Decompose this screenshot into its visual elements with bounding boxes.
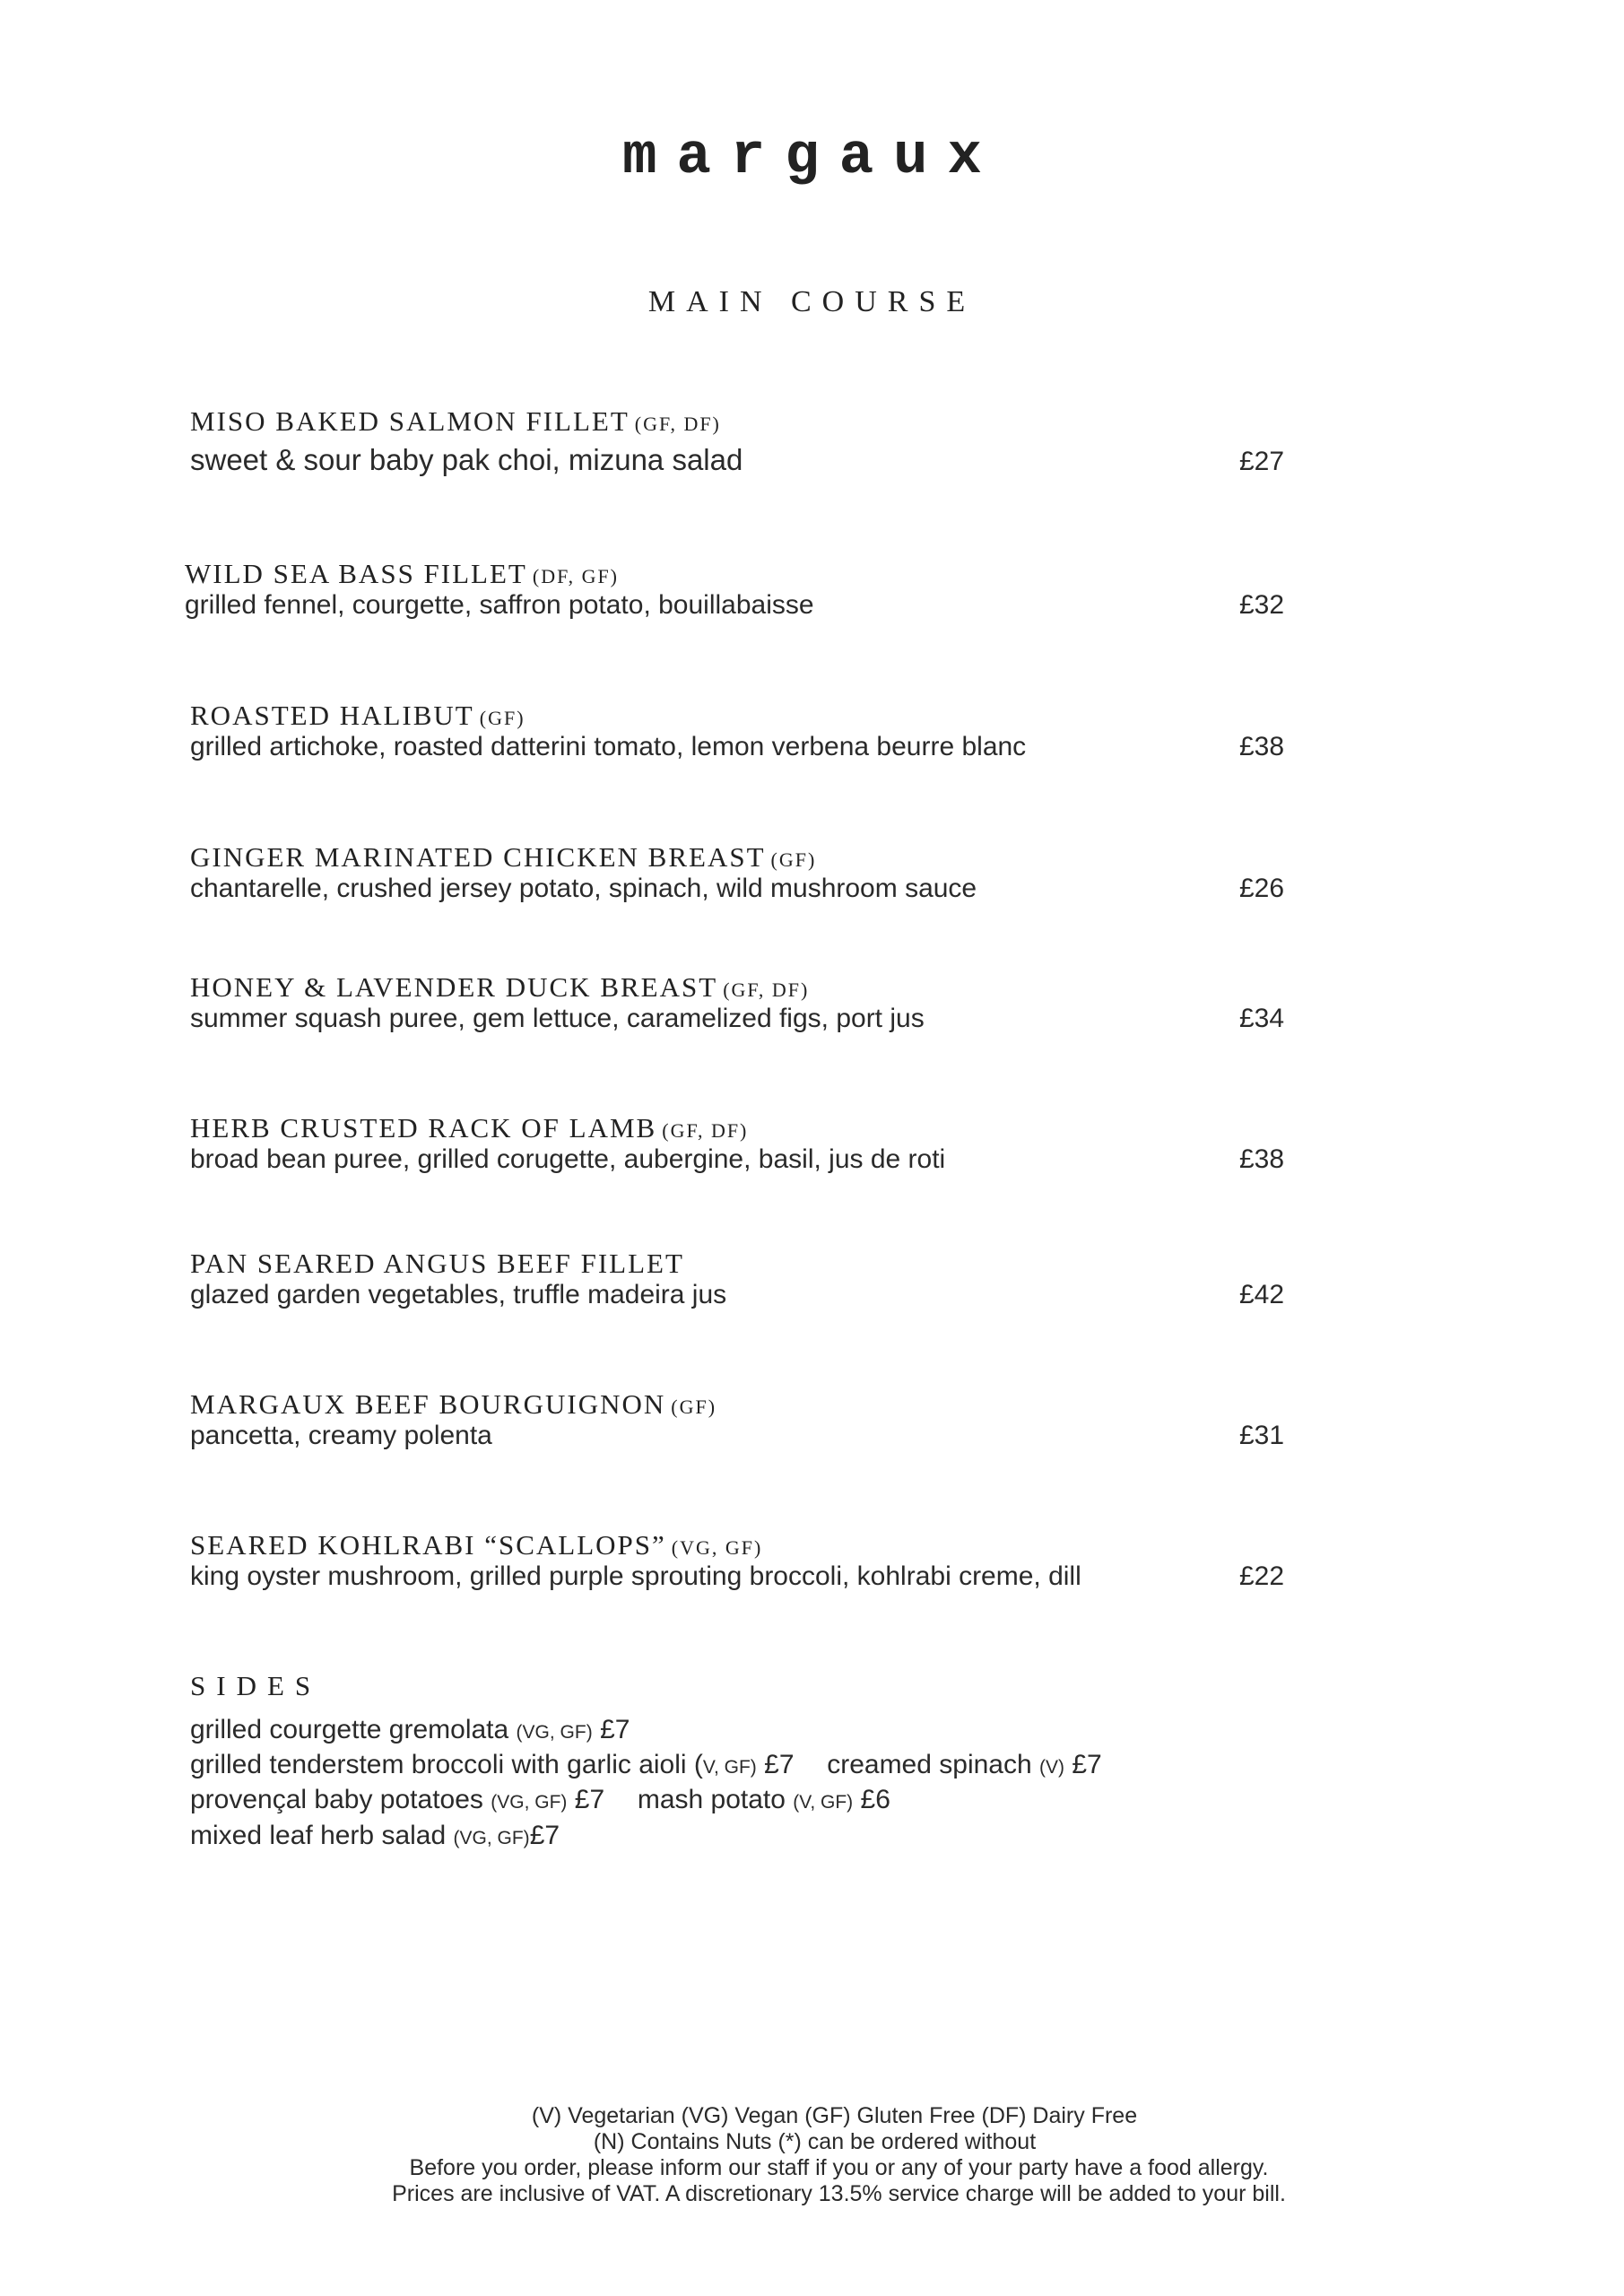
dish-name-text: WILD SEA BASS FILLET	[185, 558, 527, 589]
dietary-tags: (GF, DF)	[634, 413, 721, 435]
nuts-notice: (N) Contains Nuts (*) can be ordered without	[593, 2129, 1037, 2154]
dish-name-text: MARGAUX BEEF BOURGUIGNON	[190, 1388, 666, 1420]
side-name: creamed spinach	[827, 1750, 1032, 1779]
dish-name	[190, 405, 721, 438]
dietary-tags: (V)	[1039, 1757, 1065, 1778]
dish-name-text: MISO BAKED SALMON FILLET	[190, 405, 630, 437]
sides-line	[190, 1750, 1102, 1780]
dietary-tags: (GF, DF)	[723, 978, 810, 1001]
dish-price: £42	[1239, 1280, 1285, 1309]
sides-title: SIDES	[190, 1670, 322, 1701]
dish-price: £27	[1239, 447, 1285, 476]
allergy-notice: Before you order, please inform our staff if you or any of your party have a food allergy.	[409, 2155, 1269, 2180]
dietary-tags: (VG, GF)	[453, 1828, 530, 1848]
side-price: £7	[1072, 1750, 1102, 1779]
restaurant-logo: margaux	[622, 126, 1002, 190]
dietary-tags: (DF, GF)	[532, 565, 620, 587]
dish-description: king oyster mushroom, grilled purple sprouting broccoli, kohlrabi creme, dill	[190, 1561, 1081, 1591]
dish-price: £31	[1239, 1421, 1285, 1450]
dish-description: grilled fennel, courgette, saffron potato, bouillabaisse	[185, 590, 814, 620]
dish-name	[190, 1112, 748, 1144]
side-price: £7	[764, 1750, 795, 1779]
side-name: mash potato	[637, 1785, 786, 1814]
side-price: £7	[574, 1785, 605, 1814]
dish-description: pancetta, creamy polenta	[190, 1421, 492, 1450]
side-price: £7	[529, 1821, 560, 1850]
dish-name	[185, 558, 619, 590]
dietary-tags: (GF)	[479, 707, 525, 729]
dish-name	[190, 1529, 762, 1561]
dietary-tags: (GF, DF)	[662, 1119, 749, 1142]
dish-name	[190, 700, 525, 732]
dish-name-text: HERB CRUSTED RACK OF LAMB	[190, 1112, 657, 1144]
dish-name-text: PAN SEARED ANGUS BEEF FILLET	[190, 1248, 684, 1279]
dietary-tags: (VG, GF)	[671, 1536, 763, 1559]
dietary-tags: (GF)	[671, 1396, 717, 1418]
dish-price: £34	[1239, 1004, 1285, 1033]
dish-name	[190, 1388, 716, 1421]
section-title: MAIN COURSE	[647, 285, 977, 318]
dish-price: £32	[1239, 590, 1285, 620]
dish-price: £22	[1239, 1561, 1285, 1591]
dietary-tags: V, GF)	[702, 1757, 757, 1778]
side-name: grilled tenderstem broccoli with garlic aioli (	[190, 1750, 703, 1779]
dish-description: summer squash puree, gem lettuce, caramelized figs, port jus	[190, 1004, 925, 1033]
dish-description: grilled artichoke, roasted datterini tomato, lemon verbena beurre blanc	[190, 732, 1027, 761]
dish-description: broad bean puree, grilled corugette, aubergine, basil, jus de roti	[190, 1144, 946, 1174]
dish-name-text: SEARED KOHLRABI “SCALLOPS”	[190, 1529, 666, 1561]
side-name: provençal baby potatoes	[190, 1785, 483, 1814]
dish-price: £38	[1239, 732, 1285, 761]
dish-name-text: HONEY & LAVENDER DUCK BREAST	[190, 971, 718, 1003]
service-charge-notice: Prices are inclusive of VAT. A discretionary 13.5% service charge will be added to your bill.	[392, 2181, 1286, 2206]
dish-name	[190, 971, 809, 1004]
dietary-tags: (GF)	[770, 848, 817, 871]
dish-name	[190, 1248, 690, 1280]
sides-line	[190, 1715, 630, 1745]
dish-description: glazed garden vegetables, truffle madeira jus	[190, 1280, 727, 1309]
side-price: £7	[600, 1715, 630, 1744]
dish-name-text: GINGER MARINATED CHICKEN BREAST	[190, 841, 766, 873]
dish-price: £26	[1239, 874, 1285, 903]
side-price: £6	[860, 1785, 890, 1814]
sides-line	[190, 1785, 890, 1815]
dish-price: £38	[1239, 1144, 1285, 1174]
dish-description: sweet & sour baby pak choi, mizuna salad	[190, 443, 743, 476]
dietary-tags: (VG, GF)	[516, 1722, 593, 1743]
dish-description: chantarelle, crushed jersey potato, spinach, wild mushroom sauce	[190, 874, 977, 903]
footer	[0, 2103, 1624, 2207]
side-name: grilled courgette gremolata	[190, 1715, 509, 1744]
dietary-tags: (VG, GF)	[491, 1792, 568, 1813]
dish-name	[190, 841, 816, 874]
side-name: mixed leaf herb salad	[190, 1821, 447, 1850]
dish-name-text: ROASTED HALIBUT	[190, 700, 474, 731]
dietary-tags: (V, GF)	[793, 1792, 854, 1813]
dietary-legend: (V) Vegetarian (VG) Vegan (GF) Gluten Free (DF) Dairy Free	[531, 2103, 1138, 2128]
sides-line	[190, 1821, 560, 1851]
